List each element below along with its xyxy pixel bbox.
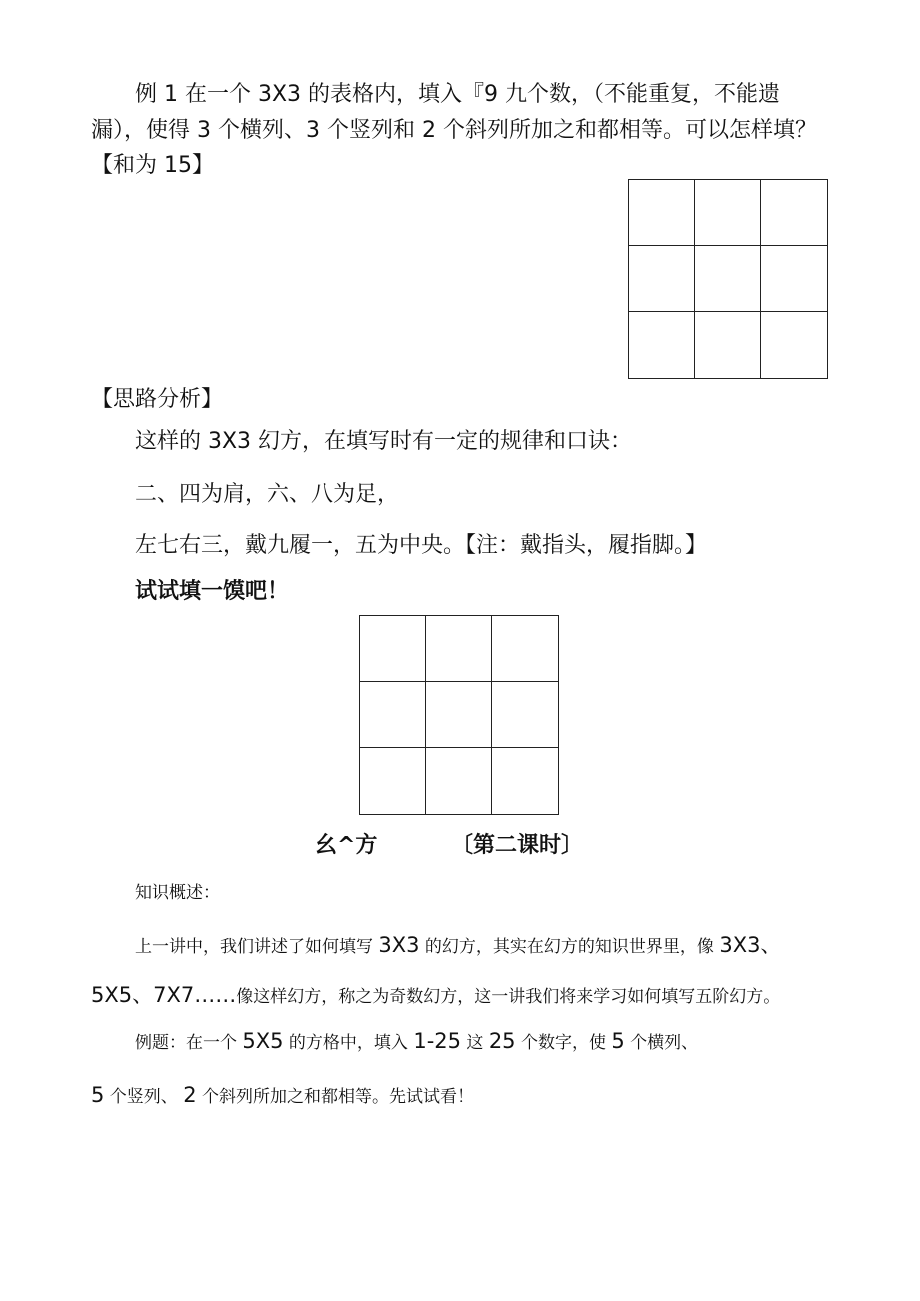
grid-cell[interactable]	[492, 748, 558, 814]
analysis-heading: 【思路分析】	[91, 387, 224, 412]
text-span: 5X5	[242, 1029, 284, 1053]
grid-cell[interactable]	[695, 312, 761, 378]
example1-sum-note: 【和为 15】	[91, 153, 214, 178]
grid-cell[interactable]	[360, 616, 426, 682]
rhyme-line-2: 左七右三，戴九履一，五为中央。【注：戴指头，履指脚。】	[135, 533, 708, 558]
grid-cell[interactable]	[492, 682, 558, 748]
text-span: 5	[611, 1029, 625, 1053]
grid-cell[interactable]	[629, 312, 695, 378]
text-span: 25	[488, 1029, 516, 1053]
text-span: 3X3、	[719, 933, 782, 957]
overview-paragraph-1	[135, 935, 781, 956]
text-span: 2	[183, 1083, 197, 1107]
text-span: 像这样幻方，称之为奇数幻方，这一讲我们将来学习如何填写五阶幻方。	[236, 987, 781, 1007]
grid-cell[interactable]	[426, 682, 492, 748]
text-span: 1-25	[413, 1029, 461, 1053]
text-span: 3X3	[378, 933, 420, 957]
grid-cell[interactable]	[360, 748, 426, 814]
grid-cell[interactable]	[426, 616, 492, 682]
example1-line2: 漏），使得 3 个横列、3 个竖列和 2 个斜列所加之和都相等。可以怎样填？	[91, 118, 817, 143]
text-span: 上一讲中，我们讲述了如何填写	[135, 937, 373, 957]
text-span: 的方格中，填入	[288, 1033, 408, 1053]
text-span: 5X5、7X7……	[91, 983, 237, 1007]
example2-line2	[91, 1085, 474, 1106]
grid-cell[interactable]	[761, 312, 827, 378]
text-span: 5	[91, 1083, 105, 1107]
text-span: 例题：在一个	[135, 1033, 237, 1053]
grid-cell[interactable]	[629, 246, 695, 312]
text-span: 的幻方，其实在幻方的知识世界里，像	[424, 937, 714, 957]
grid-cell[interactable]	[426, 748, 492, 814]
text-span: 个斜列所加之和都相等。先试试看！	[201, 1087, 474, 1107]
analysis-intro: 这样的 3X3 幻方，在填写时有一定的规律和口诀：	[135, 429, 633, 454]
try-prompt: 试试填一馍吧！	[135, 579, 290, 604]
magic-square-grid-2	[359, 615, 559, 815]
grid-cell[interactable]	[761, 246, 827, 312]
text-span: 个竖列、	[109, 1087, 178, 1107]
rhyme-line-1: 二、四为肩，六、八为足，	[135, 482, 400, 507]
grid-cell[interactable]	[695, 180, 761, 246]
overview-heading: 知识概述：	[135, 883, 220, 903]
example2-line1	[135, 1031, 698, 1052]
grid-cell[interactable]	[629, 180, 695, 246]
magic-square-grid-1	[628, 179, 828, 379]
text-span: 个横列、	[630, 1033, 699, 1053]
grid-cell[interactable]	[695, 246, 761, 312]
text-span: 个数字，使	[520, 1033, 606, 1053]
grid-cell[interactable]	[360, 682, 426, 748]
grid-cell[interactable]	[492, 616, 558, 682]
section-subtitle: 〔第二课时〕	[451, 833, 584, 858]
grid-cell[interactable]	[761, 180, 827, 246]
overview-paragraph-2	[91, 985, 780, 1006]
section-title: 幺^方	[315, 833, 378, 858]
example1-line1: 例 1 在一个 3X3 的表格内，填入『9 九个数，（不能重复，不能遗	[135, 82, 781, 107]
text-span: 这	[466, 1033, 484, 1053]
